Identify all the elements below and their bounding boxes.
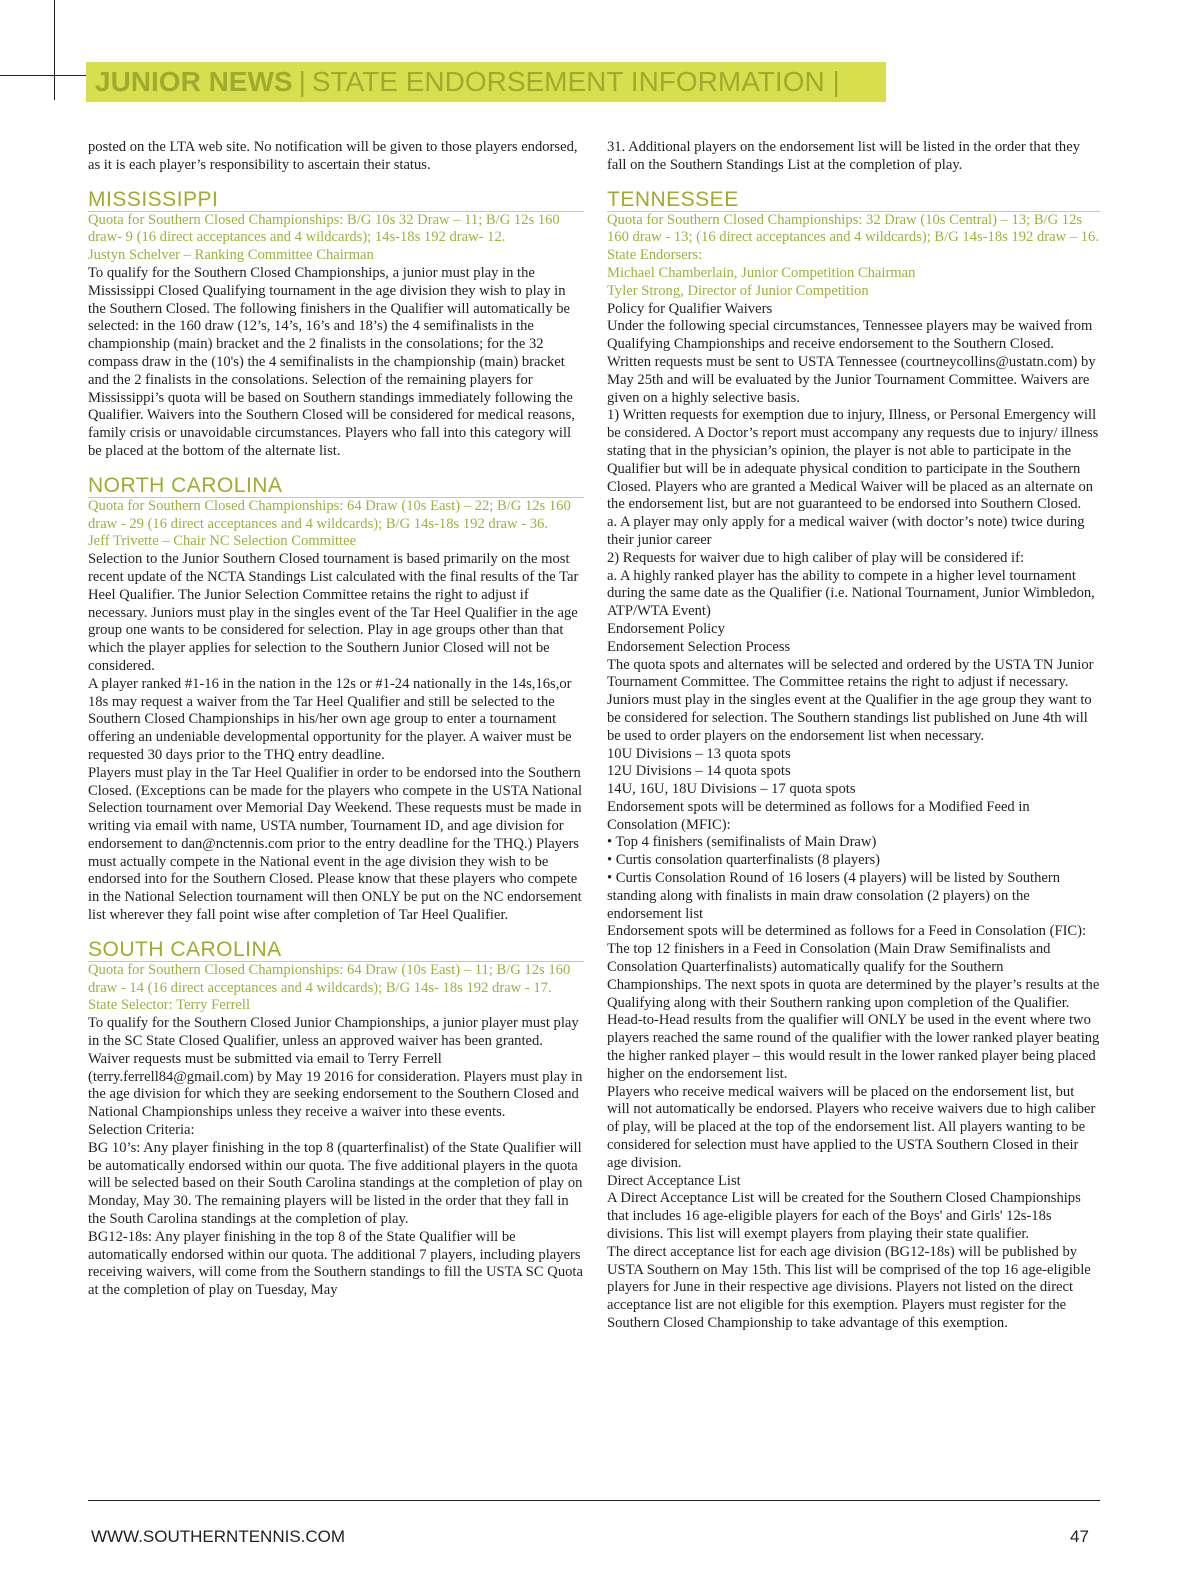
heading-tennessee: TENNESSEE <box>607 186 1100 212</box>
tn-line: Endorsement Policy <box>607 620 725 637</box>
tn-line: 2) Requests for waiver due to high caliber of play will be considered if: <box>607 549 1025 566</box>
crop-mark-horizontal <box>0 75 90 76</box>
sc-paragraph: BG12-18s: Any player finishing in the top 8 of the State Qualifier will be automatically endorsed within our quota. The additional 7 players, including players receiving waivers, will come from the Southern standings to fill the USTA SC Quota at the completion of play on Tuesday, May <box>88 1228 583 1299</box>
nc-paragraph: A player ranked #1-16 in the nation in the 12s or #1-24 nationally in the 14s,16s,or 18s may request a waiver from the Tar Heel Qualifier and still be selected to the Southern Closed Championships in his/her own age group to enter a tournament offering an undeniable developmental opportunity for the player. A waiver must be requested 30 days prior to the THQ entry deadline. <box>88 675 572 763</box>
tn-line: Direct Acceptance List <box>607 1172 741 1189</box>
tn-line: Endorsement spots will be determined as follows for a Feed in Consolation (FIC): <box>607 923 1087 940</box>
section-banner <box>86 62 886 102</box>
tn-line: • Curtis Consolation Round of 16 losers (4 players) will be listed by Southern standing along with finalists in main draw consolation (2 players) on the endorsement list <box>607 870 1061 922</box>
tn-line: • Curtis consolation quarterfinalists (8 players) <box>607 852 881 869</box>
sc-paragraph: To qualify for the Southern Closed Junior Championships, a junior player must play in the SC State Closed Qualifier, unless an approved waiver has been granted. Waiver requests must be submitted via email to Terry Ferrell (terry.ferrell84@gmail.com) by May 19 2016 for consideration. Players must play in the age division for which they are seeking endorsement to the Southern Closed and National Championships unless they receive a waiver into these events. <box>88 1015 583 1121</box>
tn-endorser: Tyler Strong, Director of Junior Competition <box>607 282 869 299</box>
tn-endorsers-label: State Endorsers: <box>607 247 703 264</box>
tn-line: A Direct Acceptance List will be created for the Southern Closed Championships that includes 16 age-eligible players for each of the Boys' and Girls' 12s-18s divisions. This list will exempt players from playing their state qualifier. <box>607 1190 1081 1243</box>
tn-line: Under the following special circumstances, Tennessee players may be waived from Qualifying Championships and receive endorsement to the Southern Closed. Written requests must be sent to USTA Tennessee (courtneycollins@ustatn.com) by May 25th and will be evaluated by the Junior Tournament Committee. Waivers are given on a highly selective basis. <box>607 318 1096 406</box>
tn-quota: Quota for Southern Closed Championships: 32 Draw (10s Central) – 13; B/G 12s 160 draw - 13; (16 direct acceptances and 4 wildcards); B/G 14s-18s 192 draw – 16. <box>607 211 1099 246</box>
footer-rule <box>88 1500 1100 1501</box>
sc-quota: Quota for Southern Closed Championships: 64 Draw (10s East) – 11; B/G 12s 160 draw - 14 (16 direct acceptances and 4 wildcards); B/G 14s- 18s 192 draw - 17. <box>88 961 571 996</box>
mississippi-chair: Justyn Schelver – Ranking Committee Chairman <box>88 247 374 264</box>
nc-chair: Jeff Trivette – Chair NC Selection Committee <box>88 533 357 550</box>
tn-line: Policy for Qualifier Waivers <box>607 300 773 317</box>
sc-paragraph: BG 10’s: Any player finishing in the top 8 (quarterfinalist) of the State Qualifier will be automatically endorsed within our quota. The five additional players in the quota will be selected based on their South Carolina standings at the completion of play on Monday, May 30. The remaining players will be listed in the order that they fall in the South Carolina standings at the completion of play. <box>88 1139 583 1228</box>
banner-topic: STATE ENDORSEMENT INFORMATION | <box>311 66 840 97</box>
tn-line: a. A highly ranked player has the ability to compete in a higher level tournament during the same date as the Qualifier (i.e. National Tournament, Junior Wimbledon, ATP/WTA Event) <box>607 567 1095 620</box>
nc-quota: Quota for Southern Closed Championships: 64 Draw (10s East) – 22; B/G 12s 160 draw - 29 (16 direct acceptances and 4 wildcards); B/G 14s-18s 192 draw - 36. <box>88 497 571 532</box>
tn-line: 1) Written requests for exemption due to injury, Illness, or Personal Emergency will be considered. A Doctor’s report must accompany any requests due to injury/ illness stating that in the physician’s opinion, the player is not able to participate in the Qualifier but will be in adequate physical condition to participate in the Southern Closed. Players who are granted a Medical Waiver will be placed as an alternate on the endorsement list, but are not guaranteed to be endorsed into Southern Closed. <box>607 407 1099 513</box>
right-column <box>607 139 1100 1333</box>
mississippi-body: To qualify for the Southern Closed Championships, a junior must play in the Mississippi Closed Qualifying tournament in the age division they wish to play in the Southern Closed. The following finishers in the Qualifier will automatically be selected: in the 160 draw (12’s, 14’s, 16’s and 18’s) the 4 semifinalists in the championship (main) bracket and the 2 finalists in the consolations; for the 32 compass draw in the (10's) the 4 semifinalists in the championship (main) bracket and the 2 finalists in the consolations. Selection of the remaining players for Mississippi’s quota will be based on Southern standings immediately following the Qualifier. Waivers into the Southern Closed will be considered for medical reasons, family crisis or unavoidable circumstances. Players who fall into this category will be placed at the bottom of the alternate list. <box>88 264 575 459</box>
banner-section: JUNIOR NEWS <box>95 66 293 97</box>
tn-line: The direct acceptance list for each age division (BG12-18s) will be published by USTA Southern on May 15th. This list will be comprised of the top 16 age-eligible players for June in their respective age divisions. Players not listed on the direct acceptance list are not eligible for this exemption. Players must register for the Southern Closed Championship to take advantage of this exemption. <box>607 1243 1091 1331</box>
tn-endorser: Michael Chamberlain, Junior Competition Chairman <box>607 264 916 281</box>
mississippi-quota: Quota for Southern Closed Championships: B/G 10s 32 Draw – 11; B/G 12s 160 draw- 9 (16 direct acceptances and 4 wildcards); 14s-18s 192 draw- 12. <box>88 211 560 246</box>
sc-selector: State Selector: Terry Ferrell <box>88 997 251 1014</box>
heading-mississippi: MISSISSIPPI <box>88 186 584 212</box>
sc-paragraph: Selection Criteria: <box>88 1122 195 1139</box>
tn-line: a. A player may only apply for a medical waiver (with doctor’s note) twice during their junior career <box>607 514 1085 548</box>
tn-line: Players who receive medical waivers will be placed on the endorsement list, but will not automatically be endorsed. Players who receive waivers due to high caliber of play, will be placed at the top of the endorsement list. All players wanting to be considered for selection must have applied to the USTA Southern Closed in their age division. <box>607 1083 1096 1171</box>
nc-paragraph: Players must play in the Tar Heel Qualifier in order to be endorsed into the Southern Closed. (Exceptions can be made for the players who compete in the USTA National Selection tournament over Memorial Day Weekend. These requests must be made in writing via email with name, USTA number, Tournament ID, and age division for endorsement to dan@nctennis.com prior to the entry deadline for the THQ.) Players must actually compete in the National event in the age division they wish to be endorsed into for the Southern Closed. Please know that these players who compete in the National Selection tournament will then ONLY be put on the NC endorsement list wherever they fall point wise after completion of Tar Heel Qualifier. <box>88 764 583 924</box>
tn-line: 12U Divisions – 14 quota spots <box>607 763 791 780</box>
nc-paragraph: Selection to the Junior Southern Closed tournament is based primarily on the most recent update of the NCTA Standings List calculated with the final results of the Tar Heel Qualifier. The Junior Selection Committee retains the right to adjust if necessary. Juniors must play in the singles event of the Tar Heel Qualifier in the age group one wants to be considered for selection. Play in age groups other than that which the player applies for selection to the Southern Junior Closed will not be considered. <box>88 551 579 674</box>
tn-line: • Top 4 finishers (semifinalists of Main Draw) <box>607 834 877 851</box>
tn-line: Endorsement Selection Process <box>607 638 791 655</box>
crop-mark-vertical <box>54 0 55 100</box>
footer-url: WWW.SOUTHERNTENNIS.COM <box>91 1527 346 1546</box>
heading-south-carolina: SOUTH CAROLINA <box>88 936 584 962</box>
continued-paragraph: 31. Additional players on the endorsement list will be listed in the order that they fall on the Southern Standings List at the completion of play. <box>607 139 1080 173</box>
tn-line: Endorsement spots will be determined as follows for a Modified Feed in Consolation (MFIC): <box>607 798 1030 833</box>
tn-line: 10U Divisions – 13 quota spots <box>607 745 791 762</box>
page-number: 47 <box>1070 1527 1089 1546</box>
left-column <box>88 139 584 1300</box>
tn-line: The top 12 finishers in a Feed in Consolation (Main Draw Semifinalists and Consolation Quarterfinalists) automatically qualify for the Southern Championships. The next spots in quota are determined by the player’s results at the Qualifying along with their Southern ranking upon completion of the Qualifier. Head-to-Head results from the qualifier will ONLY be used in the event where two players reached the same round of the qualifier with the lower ranked player beating the higher ranked player – this would result in the lower ranked player being placed higher on the endorsement list. <box>607 941 1100 1082</box>
tn-line: 14U, 16U, 18U Divisions – 17 quota spots <box>607 781 856 798</box>
intro-paragraph: posted on the LTA web site. No notification will be given to those players endorsed, as it is each player’s responsibility to ascertain their status. <box>88 139 578 173</box>
tn-line: The quota spots and alternates will be selected and ordered by the USTA TN Junior Tournament Committee. The Committee retains the right to adjust if necessary. Juniors must play in the singles event at the Qualifier in the age group they want to be considered for selection. The Southern standings list published on June 4th will be used to order players on the endorsement list when necessary. <box>607 656 1094 744</box>
heading-north-carolina: NORTH CAROLINA <box>88 472 584 498</box>
banner-separator: | <box>298 66 306 97</box>
